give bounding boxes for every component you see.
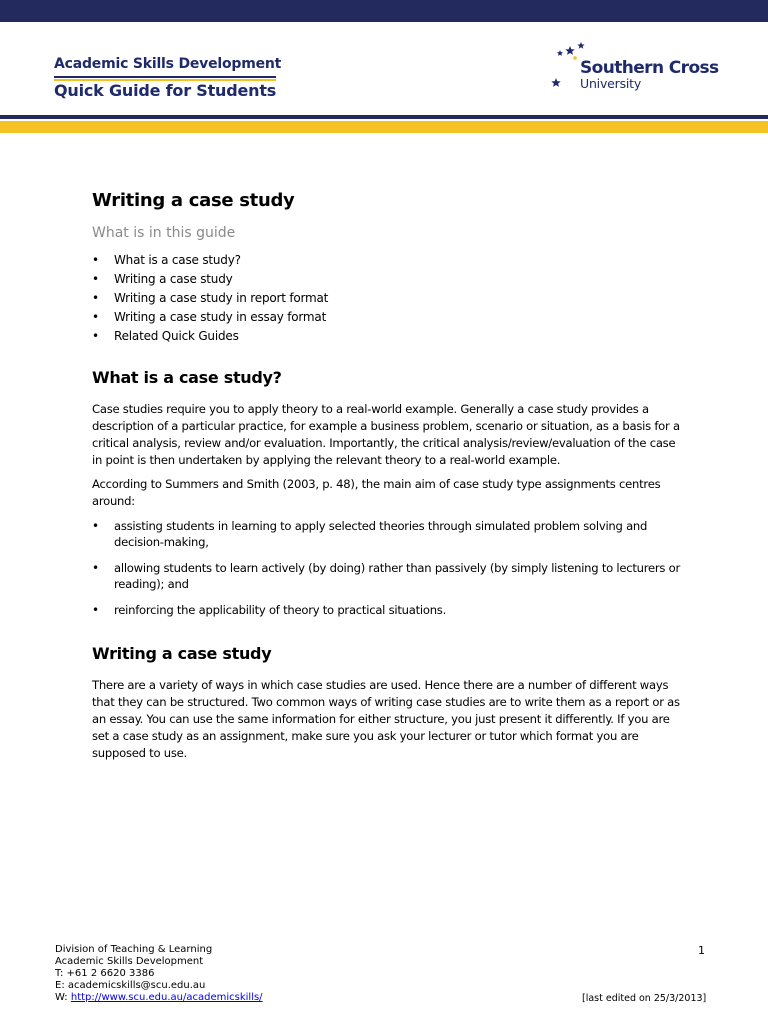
document-body	[92, 190, 682, 762]
list-item: • Writing a case study	[92, 270, 682, 289]
website-link[interactable]: http://www.scu.edu.au/academicskills/	[70, 992, 263, 1003]
section-heading-writing: Writing a case study	[92, 644, 272, 663]
footer-phone: T: +61 2 6620 3386	[55, 968, 155, 979]
page-title: Writing a case study	[92, 190, 295, 211]
header-stripe-gold	[0, 121, 768, 133]
logo-name: Southern Cross	[580, 58, 719, 78]
guide-contents-list	[92, 251, 682, 346]
list-item: • What is a case study?	[92, 251, 682, 270]
last-edited-note: [last edited on 25/3/2013]	[582, 993, 707, 1004]
guide-contents-heading: What is in this guide	[92, 225, 236, 241]
paragraph: According to Summers and Smith (2003, p. 48), the main aim of case study type assignments centres around:	[92, 477, 661, 508]
list-item: • reinforcing the applicability of theory to practical situations.	[92, 602, 682, 618]
list-item: • Writing a case study in essay format	[92, 308, 682, 327]
footer-contact	[55, 944, 263, 1004]
list-item: • assisting students in learning to apply selected theories through simulated problem solving and decision-making,	[92, 518, 682, 550]
list-item: • allowing students to learn actively (by doing) rather than passively (by simply listening to lecturers or reading); and	[92, 560, 682, 592]
footer-web-prefix: W:	[55, 992, 71, 1003]
paragraph: Case studies require you to apply theory to a real-world example. Generally a case study provides a description of a particular practice, for example a business problem, scenario or situation, as a basis for a critical analysis, review and/or evaluation. Importantly, the critical analysis/review/evaluation of the case in point is then undertaken by applying the relevant theory to a real-world example.	[92, 402, 680, 467]
logo-university: University	[580, 76, 642, 91]
page-number: 1	[698, 944, 705, 957]
paragraph: There are a variety of ways in which case studies are used. Hence there are a number of different ways that they can be structured. Two common ways of writing case studies are to write them as a report or as an essay. You can use the same information for either structure, you just present it differently. If you are set a case study as an assignment, make sure you ask your lecturer or tutor which format you are supposed to use.	[92, 678, 680, 760]
section-heading-what: What is a case study?	[92, 368, 282, 387]
footer-unit: Academic Skills Development	[55, 956, 204, 967]
list-item: • Writing a case study in report format	[92, 289, 682, 308]
top-bar	[0, 0, 768, 22]
header-subtitle: Quick Guide for Students	[54, 81, 277, 100]
header-title: Academic Skills Development	[54, 56, 282, 72]
footer-email: E: academicskills@scu.edu.au	[55, 980, 206, 991]
footer-web	[55, 992, 263, 1004]
footer-division: Division of Teaching & Learning	[55, 944, 213, 955]
header-stripe-navy	[0, 115, 768, 119]
aims-list	[92, 518, 682, 618]
header-rule	[54, 76, 276, 78]
list-item: • Related Quick Guides	[92, 327, 682, 346]
